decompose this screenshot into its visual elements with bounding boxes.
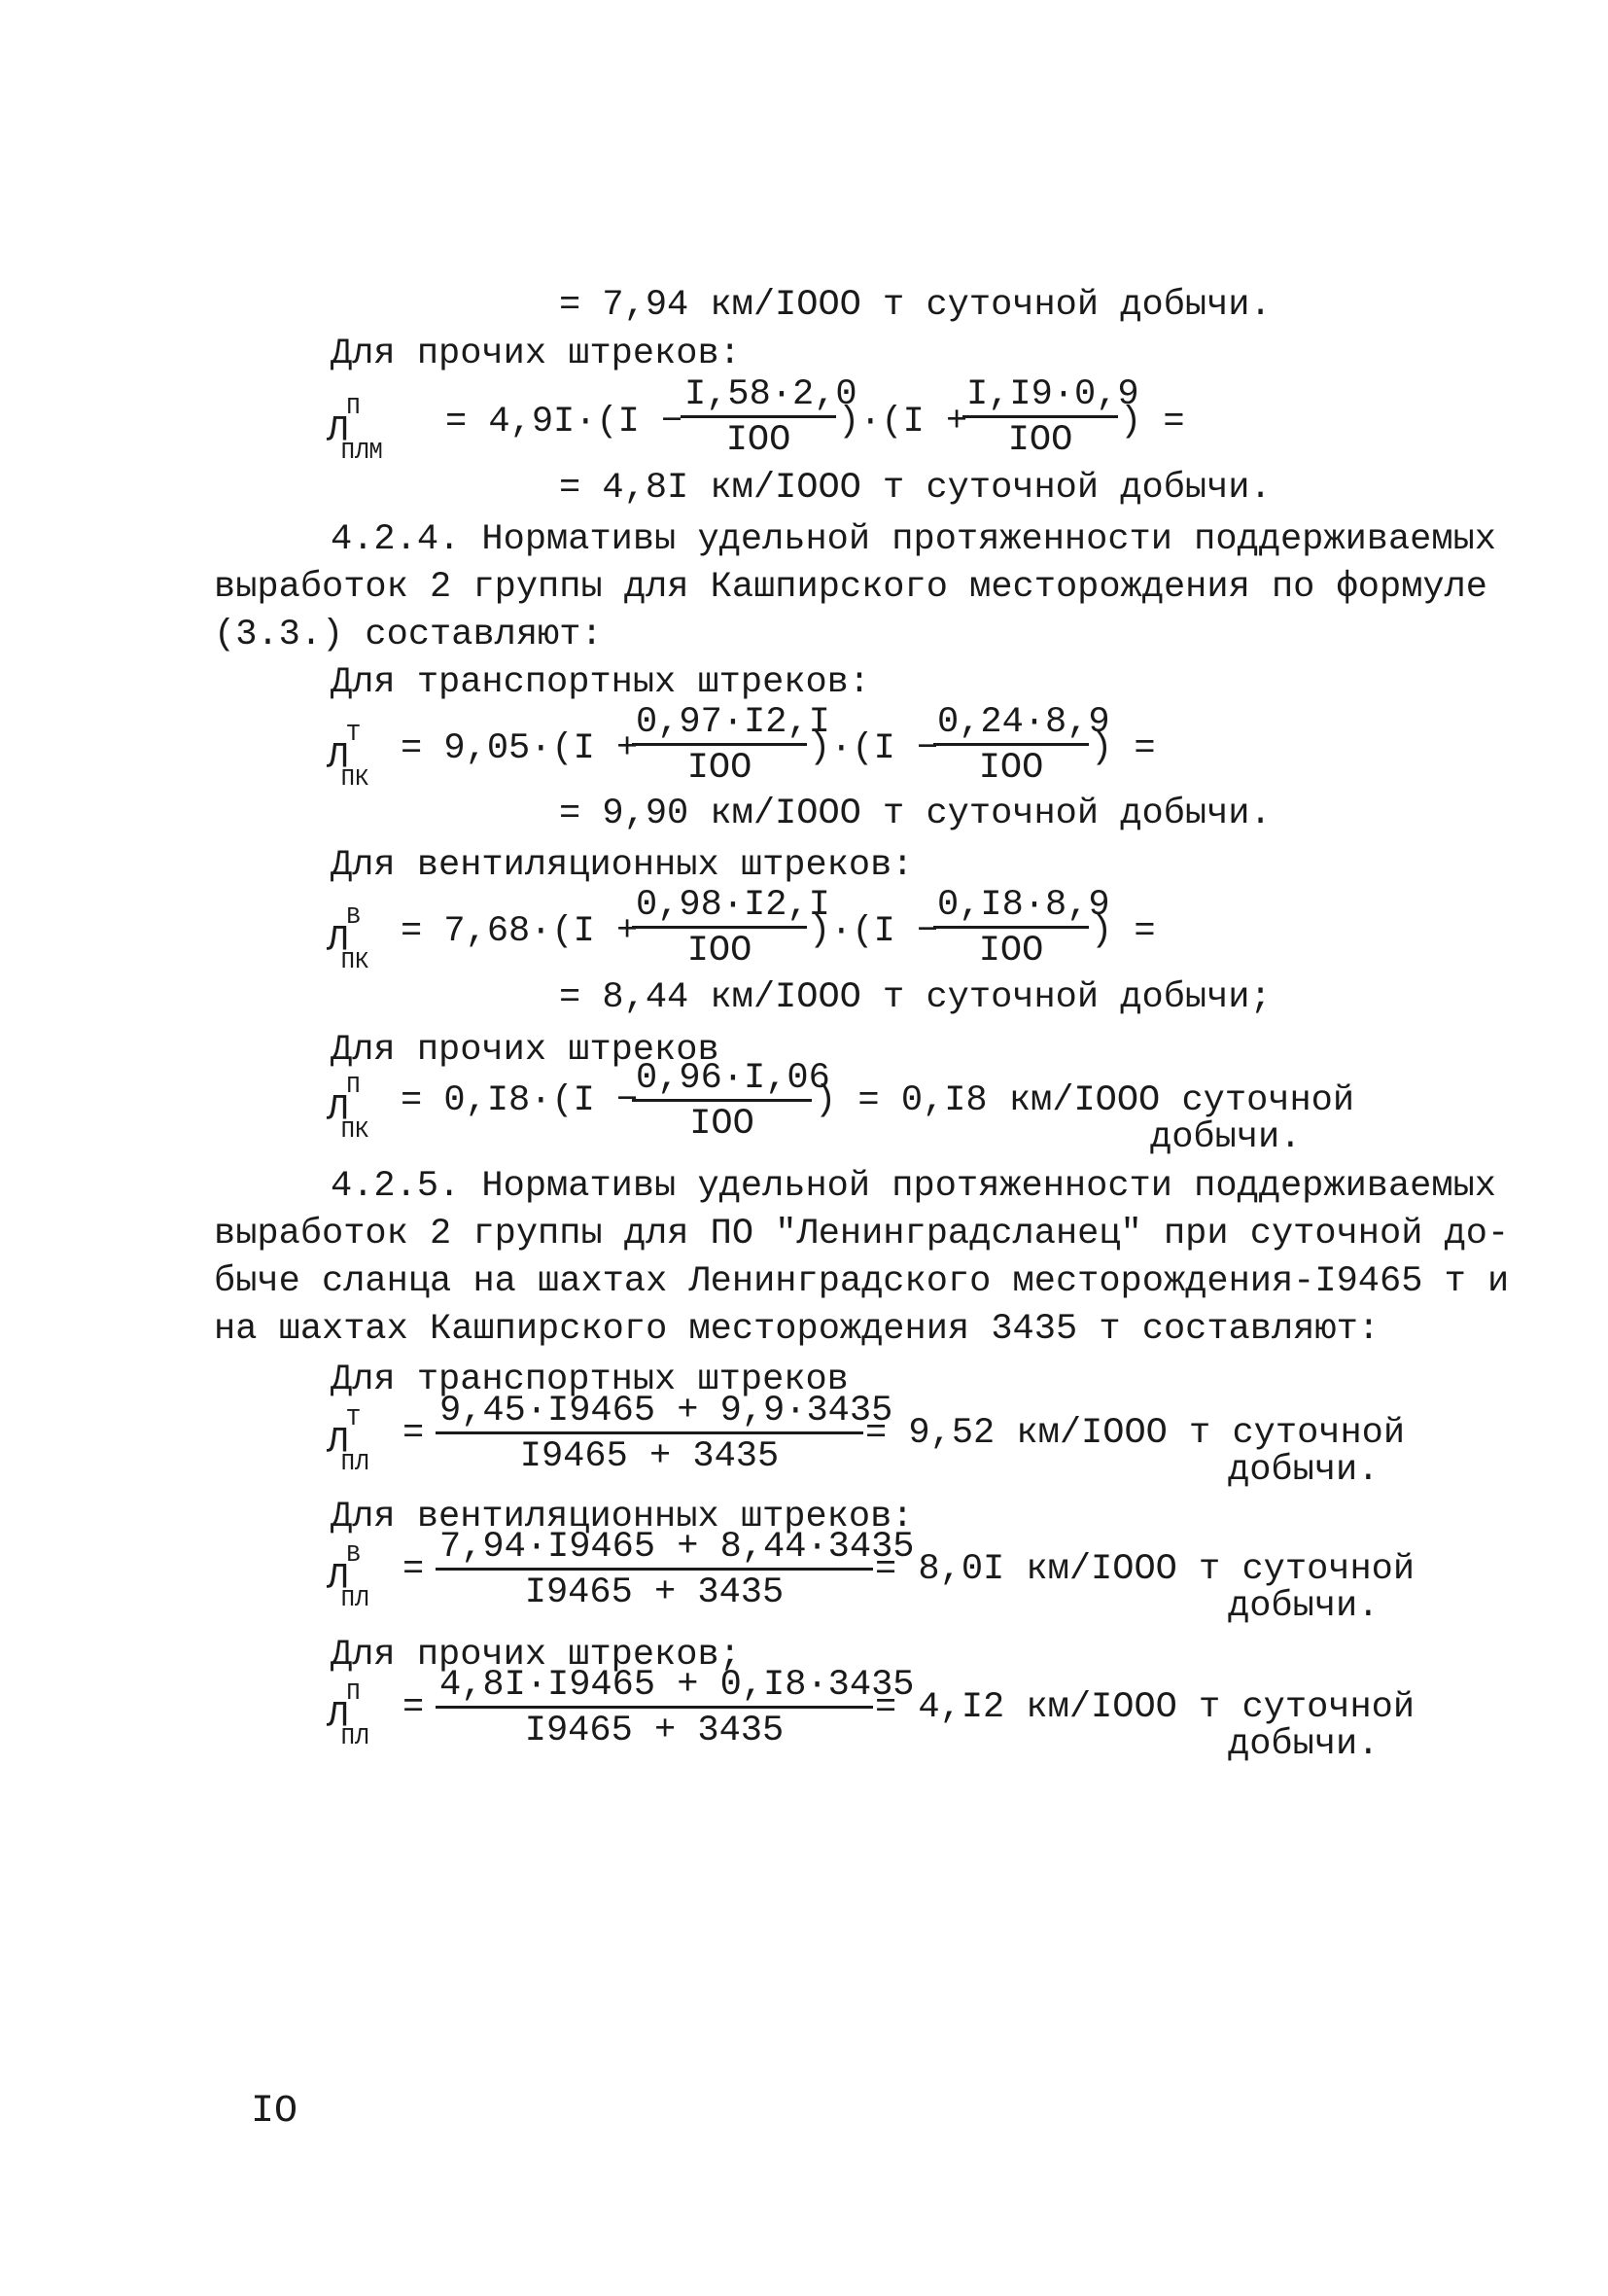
result-line-2: = 4,8I км/IOOO т суточной добычи.: [559, 468, 1272, 509]
formula-symbol: $Л^Т_{ПЛ}$: [327, 1406, 369, 1477]
formula-part: добычи.: [1150, 1117, 1302, 1158]
formula-symbol: $Л^П_{ПЛМ}$: [327, 395, 383, 466]
fraction: $\frac{7,94\cdot I9465 + 8,44\cdot 3435}{I9465 + 3435}$: [436, 1527, 873, 1613]
fraction: 0,98·I2,I IOO: [632, 885, 807, 971]
heading-vent-2: Для вентиляционных штреков:: [331, 1497, 914, 1537]
formula-part: ) = 0,I8 км/IOOO суточной: [815, 1080, 1355, 1121]
formula-part: )·(I −: [809, 728, 939, 769]
formula-part: ) =: [1091, 911, 1156, 952]
paragraph-line: выработок 2 группы для Кашпирского месторождения по формуле: [214, 567, 1488, 608]
heading-transport-2: Для транспортных штреков: [331, 1360, 849, 1400]
formula-part: добычи.: [1228, 1724, 1380, 1765]
formula-part: )·(I −: [809, 911, 939, 952]
formula-part: добычи.: [1228, 1586, 1380, 1627]
heading-other-1: Для прочих штреков:: [331, 334, 741, 374]
formula-part: = 9,52 км/IOOO т суточной: [865, 1413, 1406, 1454]
formula-part: = 4,9I·(I −: [445, 402, 683, 442]
paragraph-line: быче сланца на шахтах Ленинградского месторождения-I9465 т и: [214, 1261, 1510, 1302]
formula-symbol: $Л^Т_{ПК}$: [327, 722, 369, 793]
result-vent: = 8,44 км/IOOO т суточной добычи;: [559, 977, 1272, 1018]
fraction: 0,24·8,9 IOO: [933, 702, 1089, 789]
formula-part: =: [402, 1413, 425, 1454]
formula-part: ) =: [1091, 728, 1156, 769]
fraction: 0,97·I2,I IOO: [632, 702, 807, 789]
heading-other-2: Для прочих штреков;: [331, 1635, 741, 1676]
formula-symbol: $Л^П_{ПЛ}$: [327, 1680, 369, 1751]
page-number: IO: [251, 2090, 298, 2134]
heading-transport: Для транспортных штреков:: [331, 662, 871, 703]
paragraph-line: 4.2.4. Нормативы удельной протяженности поддерживаемых: [331, 519, 1496, 560]
formula-symbol: $Л^П_{ПК}$: [327, 1074, 369, 1145]
paragraph-line: на шахтах Кашпирского месторождения 3435 т составляют:: [214, 1309, 1380, 1350]
formula-part: = 7,68·(I +: [401, 911, 639, 952]
paragraph-line: выработок 2 группы для ПО "Ленинградсланец" при суточной до-: [214, 1214, 1510, 1254]
formula-part: = 8,0I км/IOOO т суточной: [875, 1549, 1416, 1590]
formula-part: = 9,05·(I +: [401, 728, 639, 769]
formula-symbol: $Л^В_{ПЛ}$: [327, 1542, 369, 1613]
fraction: 0,96·I,06 IOO: [632, 1058, 812, 1145]
fraction: I,I9·0,9 IOO: [962, 374, 1118, 461]
result-line-1: = 7,94 км/IOOO т суточной добычи.: [559, 285, 1272, 326]
formula-part: = 0,I8·(I −: [401, 1080, 639, 1121]
fraction: $\frac{4,8I\cdot I9465 + 0,I8\cdot 3435}{I9465 + 3435}$: [436, 1665, 873, 1751]
formula-part: ) =: [1120, 402, 1185, 442]
formula-part: добычи.: [1228, 1450, 1380, 1491]
formula-part: =: [402, 1549, 425, 1590]
formula-part: = 4,I2 км/IOOO т суточной: [875, 1687, 1416, 1728]
result-transport: = 9,90 км/IOOO т суточной добычи.: [559, 794, 1272, 834]
formula-part: )·(I +: [838, 402, 968, 442]
formula-symbol: $Л^В_{ПК}$: [327, 904, 369, 975]
fraction: I,58·2,0 IOO: [681, 374, 836, 461]
heading-vent: Для вентиляционных штреков:: [331, 845, 914, 886]
fraction: 0,I8·8,9 IOO: [933, 885, 1089, 971]
paragraph-line: 4.2.5. Нормативы удельной протяженности поддерживаемых: [331, 1166, 1496, 1207]
formula-part: =: [402, 1687, 425, 1728]
paragraph-line: (3.3.) составляют:: [214, 615, 603, 655]
heading-other: Для прочих штреков: [331, 1030, 719, 1071]
fraction: $\frac{9,45\cdot I9465 + 9,9\cdot 3435}{I9465 + 3435}$: [436, 1391, 863, 1477]
